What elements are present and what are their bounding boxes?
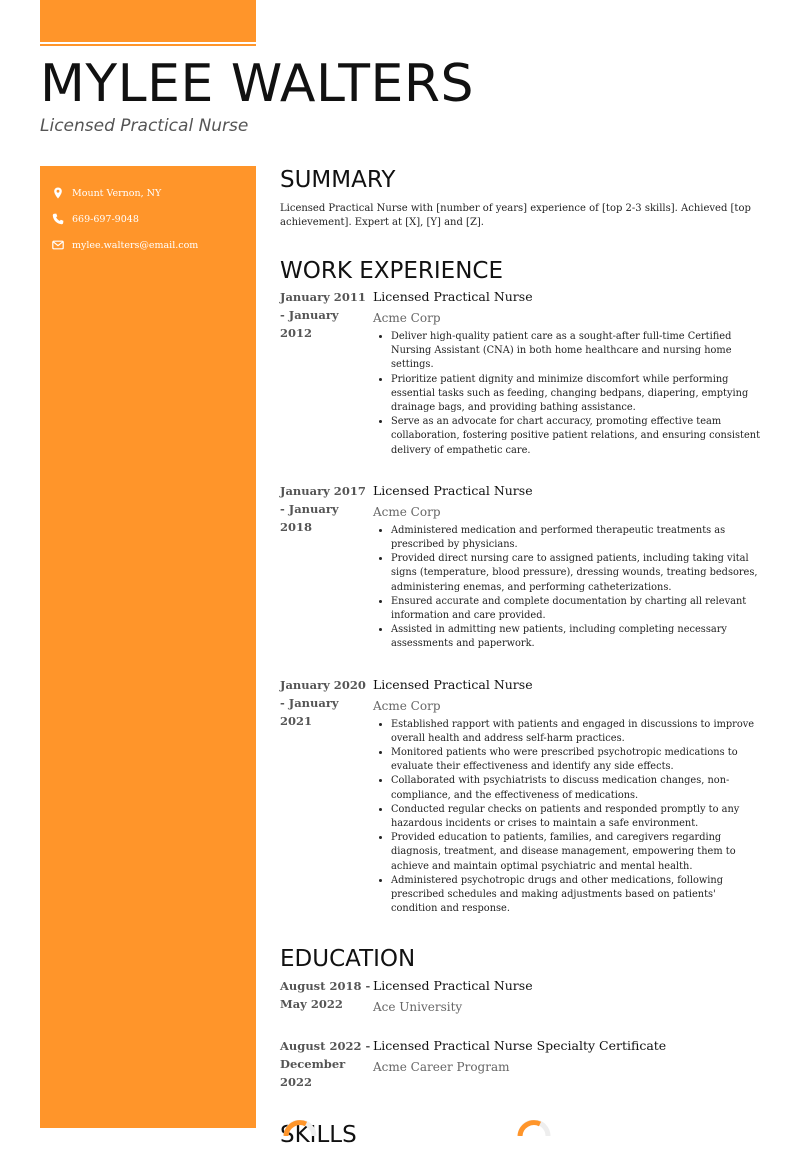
job-bullet: • Deliver high-quality patient care as a sought-after full-time Certified Nursing Assistant (CNA) in both home healthcare and nursing home settings. <box>391 330 764 373</box>
education-school: Ace University <box>373 999 463 1014</box>
job-bullet: • Collaborated with psychiatrists to discuss medication changes, non-compliance, and the effectiveness of medications. <box>391 774 764 802</box>
summary-section <box>280 166 764 230</box>
candidate-name: MYLEE WALTERS <box>40 54 475 114</box>
job-date: January 2017 - January 2018 <box>280 483 366 534</box>
experience-section <box>280 257 764 917</box>
job-title: Licensed Practical Nurse <box>40 116 249 136</box>
job-role: Licensed Practical Nurse <box>373 676 533 692</box>
job-company: Acme Corp <box>373 504 441 519</box>
job-role: Licensed Practical Nurse <box>373 482 533 498</box>
job-body <box>373 676 764 917</box>
sidebar <box>40 166 256 1128</box>
education-heading: EDUCATION <box>280 945 416 972</box>
job-date: January 2011 - January 2012 <box>280 290 366 340</box>
job-bullet: • Ensured accurate and complete documentation by charting all relevant information and care provided. <box>391 595 764 623</box>
contact-location-text: Mount Vernon, NY <box>72 187 162 199</box>
contact-list <box>52 180 198 258</box>
contact-phone-text: 669-697-9048 <box>72 213 139 225</box>
job-bullets <box>373 330 764 458</box>
summary-heading: SUMMARY <box>280 167 396 193</box>
envelope-icon <box>52 239 64 251</box>
job-body <box>373 482 764 652</box>
education-body <box>373 977 764 1015</box>
contact-location <box>52 180 198 206</box>
header-accent-bar <box>40 0 256 42</box>
education-date: August 2022 - December 2022 <box>280 1038 371 1089</box>
job-bullet: • Established rapport with patients and engaged in discussions to improve overall health and address self-harm practices. <box>391 718 764 746</box>
contact-phone <box>52 206 198 232</box>
job-bullet: • Serve as an advocate for chart accuracy, promoting effective team collaboration, fostering positive patient relations, and ensuring consistent delivery of empathetic care. <box>391 415 764 458</box>
contact-email-link[interactable]: mylee.walters@email.com <box>72 239 199 251</box>
job-bullet: • Prioritize patient dignity and minimize discomfort while performing essential tasks such as feeding, changing bedpans, diapering, emptying drainage bags, and providing bathing assistance. <box>391 373 764 416</box>
job-bullet: • Provided direct nursing care to assigned patients, including taking vital signs (temperature, blood pressure), dressing wounds, treating bedsores, administering enemas, and performing catheterizations. <box>391 552 764 595</box>
main-content <box>280 166 764 1149</box>
job-bullet: • Administered medication and performed therapeutic treatments as prescribed by physicians. <box>391 524 764 552</box>
education-entry <box>280 1037 764 1091</box>
job-bullet: • Administered psychotropic drugs and other medications, following prescribed schedules and making adjustments based on patients' condition and response. <box>391 874 764 917</box>
job-bullet: • Conducted regular checks on patients and responded promptly to any hazardous incidents or crises to maintain a safe environment. <box>391 803 764 831</box>
education-degree: Licensed Practical Nurse <box>373 977 533 993</box>
job-company: Acme Corp <box>373 698 441 713</box>
experience-heading: WORK EXPERIENCE <box>280 258 504 284</box>
location-pin-icon <box>52 187 64 199</box>
job-bullet: • Assisted in admitting new patients, including completing necessary assessments and paperwork. <box>391 623 764 651</box>
education-entry <box>280 977 764 1015</box>
education-date: August 2018 - May 2022 <box>280 978 371 1011</box>
education-body <box>373 1037 764 1091</box>
skill-gauge-icon <box>282 1120 318 1136</box>
job-role: Licensed Practical Nurse <box>373 289 533 304</box>
job-entry <box>280 676 764 917</box>
skills-heading: SKILLS <box>280 1121 357 1148</box>
skill-gauge-icon <box>516 1120 552 1136</box>
job-bullets <box>373 524 764 652</box>
header-accent-line <box>40 44 256 46</box>
job-date: January 2020 - January 2021 <box>280 677 366 728</box>
job-entry <box>280 482 764 652</box>
job-bullet: • Provided education to patients, families, and caregivers regarding diagnosis, treatment, and disease management, empowering them to achieve and maintain optimal psychiatric and mental health. <box>391 831 764 874</box>
contact-email[interactable] <box>52 232 198 258</box>
job-body <box>373 288 764 458</box>
job-bullets <box>373 718 764 917</box>
summary-text: Licensed Practical Nurse with [number of years] experience of [top 2-3 skills]. Achieved [top achievement]. Expert at [X], [Y] and [Z]. <box>280 203 751 228</box>
job-entry <box>280 288 764 458</box>
education-degree: Licensed Practical Nurse Specialty Certificate <box>373 1037 667 1053</box>
education-section <box>280 945 764 1091</box>
phone-icon <box>52 213 64 225</box>
education-school: Acme Career Program <box>373 1059 510 1074</box>
job-company: Acme Corp <box>373 311 441 325</box>
job-bullet: • Monitored patients who were prescribed psychotropic medications to evaluate their effectiveness and identify any side effects. <box>391 746 764 774</box>
